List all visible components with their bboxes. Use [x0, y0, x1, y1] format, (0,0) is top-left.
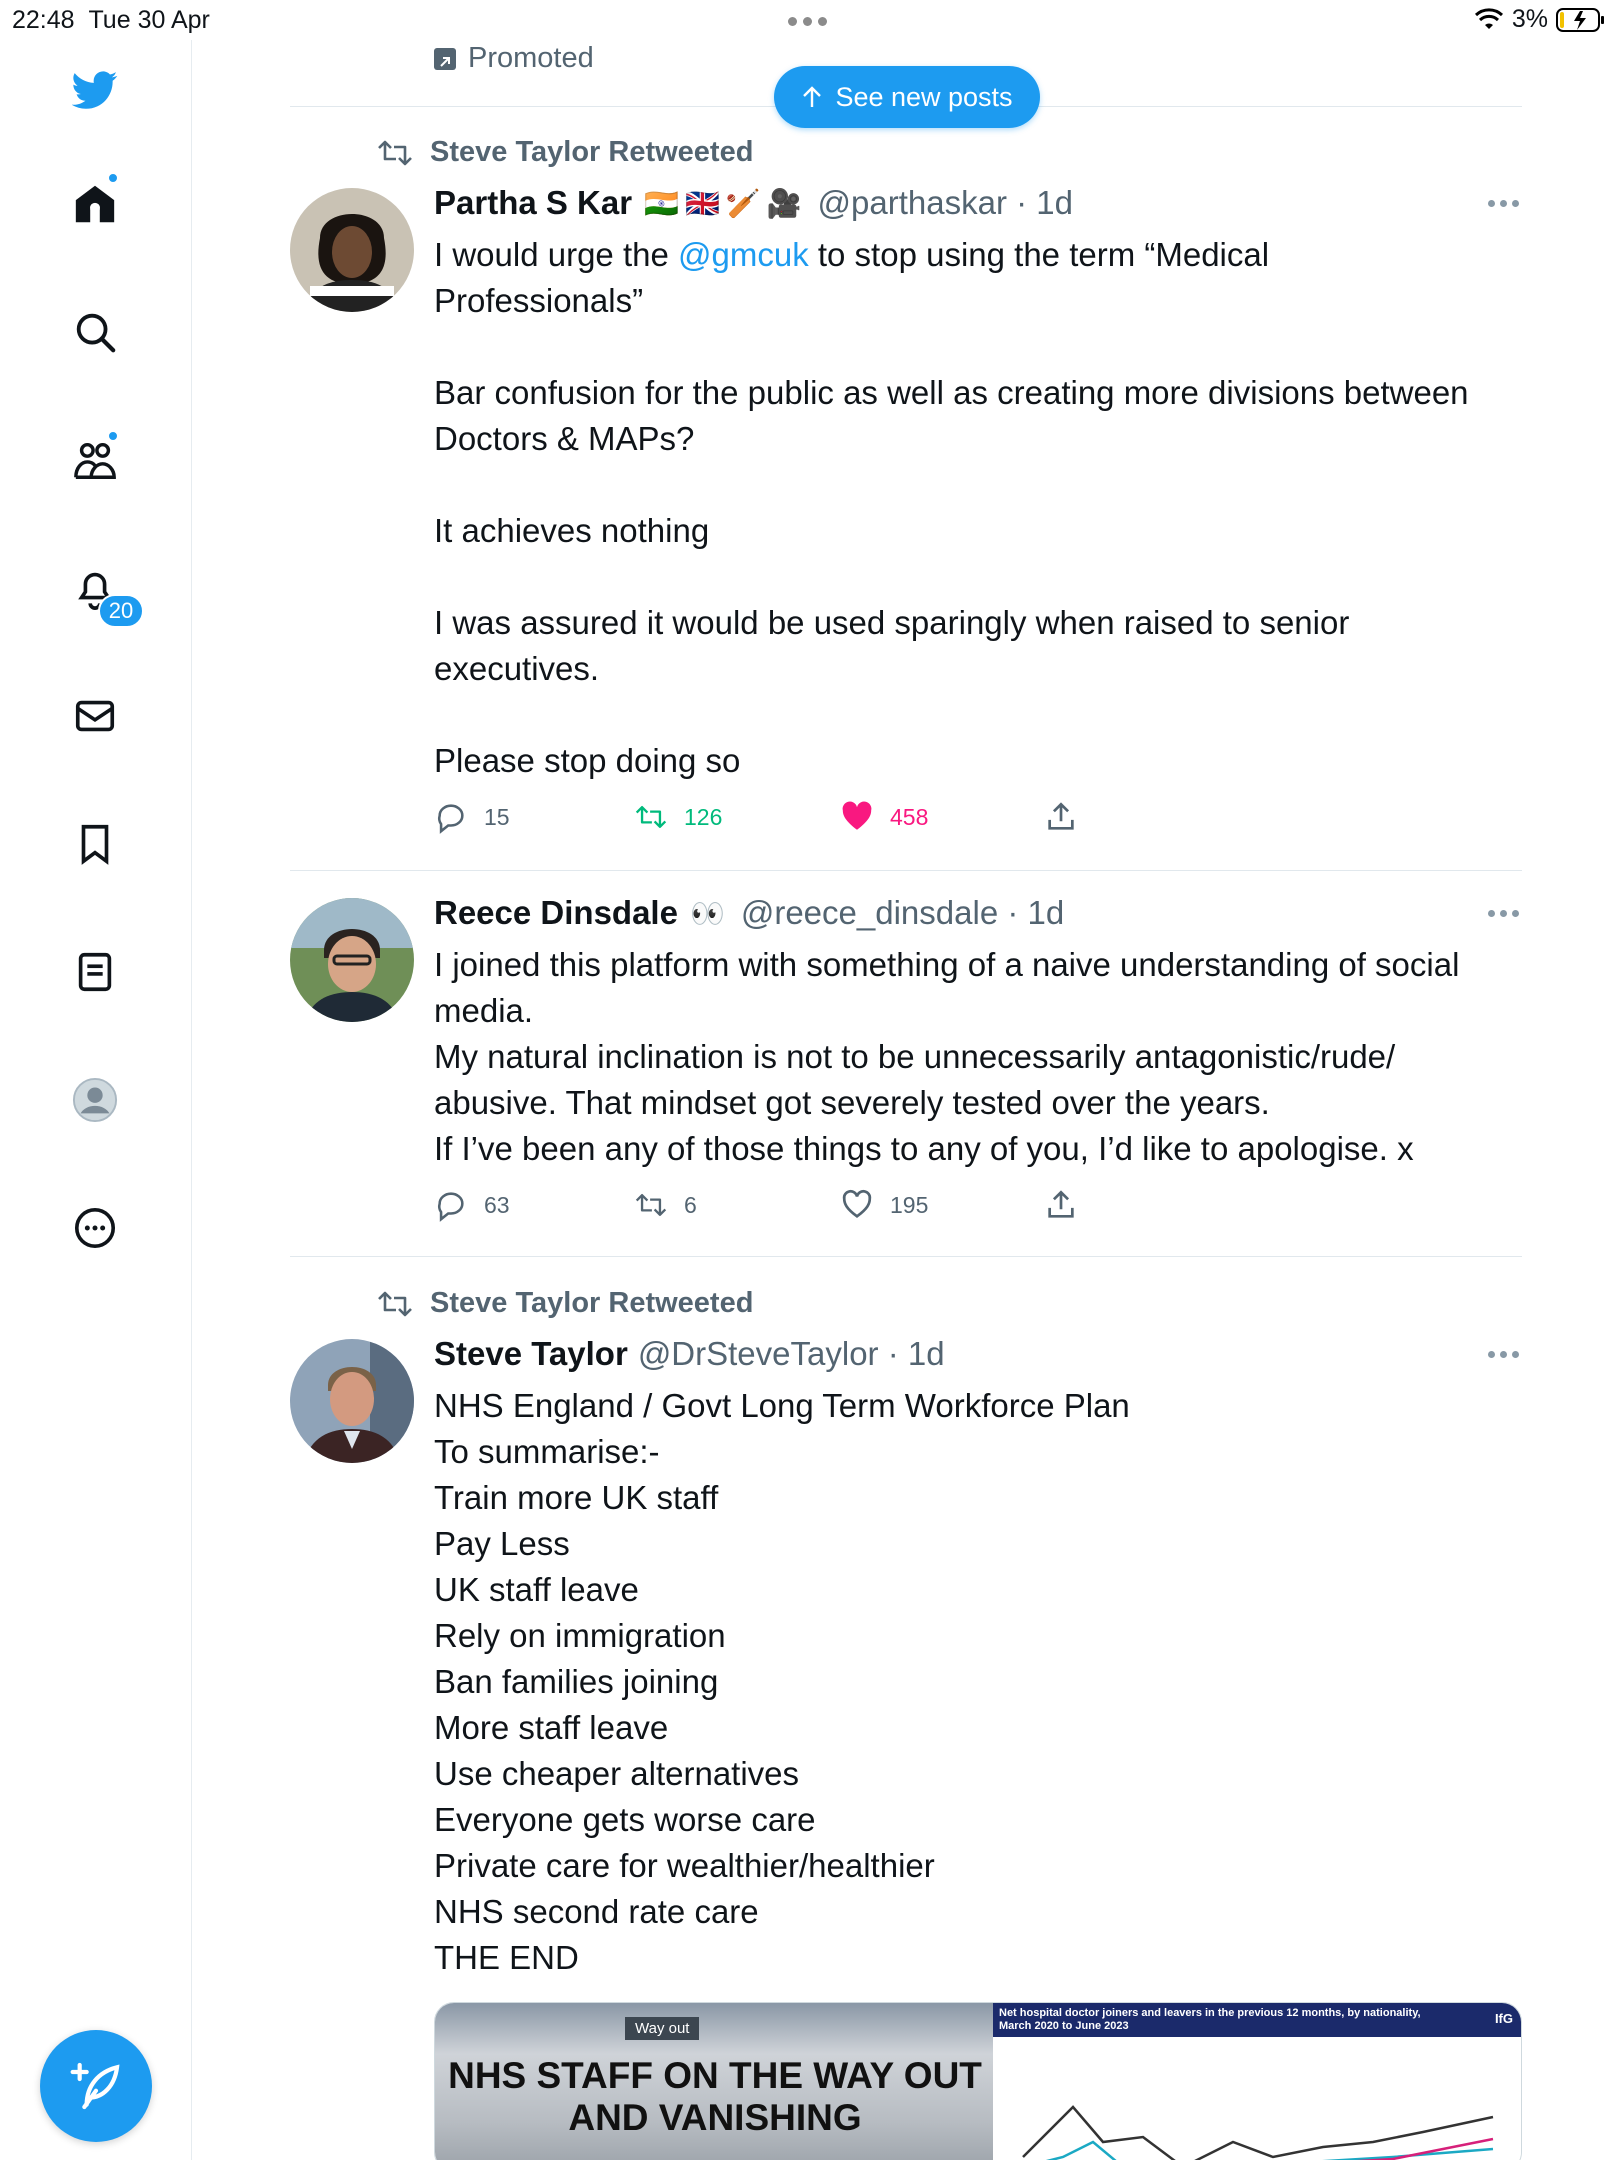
- tweet-header: [434, 184, 1073, 222]
- status-indicators: [1474, 5, 1606, 34]
- arrow-up-icon: [801, 85, 823, 109]
- mention-link[interactable]: @gmcuk: [678, 236, 809, 273]
- status-time: 22:48 Tue 30 Apr: [12, 6, 210, 34]
- author-handle[interactable]: @reece_dinsdale · 1d: [740, 894, 1065, 931]
- avatar[interactable]: [290, 188, 414, 312]
- more-options-icon[interactable]: [1488, 1351, 1522, 1361]
- name-emoji: 👀: [689, 897, 731, 929]
- media-chart-logo: IfG: [1494, 2011, 1513, 2026]
- home-icon[interactable]: [67, 176, 123, 232]
- lists-icon[interactable]: [67, 944, 123, 1000]
- battery-charging-icon: [1556, 7, 1606, 33]
- sidebar: [0, 40, 192, 2160]
- see-new-posts-button[interactable]: See new posts: [774, 66, 1040, 128]
- status-bar: [0, 0, 1620, 40]
- search-icon[interactable]: [67, 304, 123, 360]
- tweet-text: I would urge the @gmcuk to stop using the term “Medical Professionals” Bar confusion for the public as well as creating more divisions between Doctors & MAPs? It achieves nothing I was assured it would be used sparingly when raised to senior executives. Please stop doing so: [434, 236, 1469, 779]
- media-chart-title: Net hospital doctor joiners and leavers in the previous 12 months, by nationality, March 2020 to June 2023: [993, 2003, 1522, 2037]
- way-out-sign: Way out: [625, 2017, 699, 2040]
- twitter-logo[interactable]: [67, 62, 123, 118]
- tweet-text: I joined this platform with something of a naive understanding of social media. My natural inclination is not to be unnecessarily antagonistic/rude/ abusive. That mindset got severely tested over the years. If I’ve been any of those things to any of you, I’d like to apologise. x: [434, 946, 1460, 1167]
- share-icon: [1044, 800, 1078, 834]
- retweet-context: Steve Taylor Retweeted: [376, 136, 753, 169]
- battery-percent: 3%: [1511, 5, 1548, 33]
- notifications-badge: 20: [98, 594, 144, 628]
- compose-button[interactable]: [40, 2030, 152, 2142]
- author-name[interactable]: Steve Taylor: [434, 1335, 628, 1372]
- like-button[interactable]: 195: [840, 1188, 928, 1222]
- like-button[interactable]: 458: [840, 800, 928, 834]
- heart-filled-icon: [840, 800, 874, 834]
- multitasking-dots[interactable]: [788, 17, 827, 26]
- communities-unread-dot: [107, 430, 119, 442]
- share-button[interactable]: [1044, 1188, 1078, 1222]
- media-image-corridor[interactable]: [435, 2003, 993, 2160]
- retweet-icon: [634, 1188, 668, 1222]
- retweet-icon: [376, 138, 414, 168]
- divider: [290, 870, 1522, 871]
- tweet-header: [434, 1335, 945, 1373]
- media-caption: NHS STAFF ON THE WAY OUT AND VANISHING: [448, 2055, 982, 2138]
- media-image-chart[interactable]: [993, 2003, 1522, 2160]
- tweet-actions: [434, 1188, 1134, 1228]
- share-icon: [1044, 1188, 1078, 1222]
- messages-icon[interactable]: [67, 688, 123, 744]
- more-options-icon[interactable]: [1488, 910, 1522, 920]
- promoted-label: Promoted: [434, 42, 594, 75]
- tweet-actions: [434, 800, 1134, 840]
- more-icon[interactable]: [67, 1200, 123, 1256]
- reply-icon: [434, 800, 468, 834]
- avatar[interactable]: [290, 898, 414, 1022]
- compose-icon: [68, 2058, 124, 2114]
- tweet-media[interactable]: [434, 2002, 1522, 2160]
- more-options-icon[interactable]: [1488, 200, 1522, 210]
- communities-icon[interactable]: [67, 432, 123, 488]
- tweet-header: [434, 894, 1064, 932]
- retweet-icon: [376, 1289, 414, 1319]
- retweet-button[interactable]: 6: [634, 1188, 697, 1222]
- wifi-icon: [1474, 8, 1504, 32]
- author-handle[interactable]: @DrSteveTaylor · 1d: [637, 1335, 945, 1372]
- tweet-text: NHS England / Govt Long Term Workforce Plan To summarise:- Train more UK staff Pay Less UK staff leave Rely on immigration Ban families joining More staff leave Use cheaper alternatives Everyone gets worse care Private care for wealthier/healthier NHS second rate care THE END: [434, 1387, 1130, 1976]
- retweet-button[interactable]: 126: [634, 800, 722, 834]
- share-button[interactable]: [1044, 800, 1078, 834]
- author-name[interactable]: Partha S Kar: [434, 184, 633, 221]
- author-name[interactable]: Reece Dinsdale: [434, 894, 678, 931]
- promoted-icon: [434, 48, 456, 70]
- name-emoji: 🇮🇳🇬🇧🏏🎥: [644, 187, 808, 219]
- profile-icon[interactable]: [67, 1072, 123, 1128]
- reply-icon: [434, 1188, 468, 1222]
- reply-button[interactable]: 63: [434, 1188, 510, 1222]
- heart-outline-icon: [840, 1188, 874, 1222]
- reply-button[interactable]: 15: [434, 800, 510, 834]
- divider: [290, 1256, 1522, 1257]
- bookmarks-icon[interactable]: [67, 816, 123, 872]
- author-handle[interactable]: @parthaskar · 1d: [817, 184, 1073, 221]
- retweet-icon: [634, 800, 668, 834]
- media-chart-lines: [993, 2037, 1522, 2160]
- home-unread-dot: [107, 172, 119, 184]
- retweet-context: Steve Taylor Retweeted: [376, 1287, 753, 1320]
- avatar[interactable]: [290, 1339, 414, 1463]
